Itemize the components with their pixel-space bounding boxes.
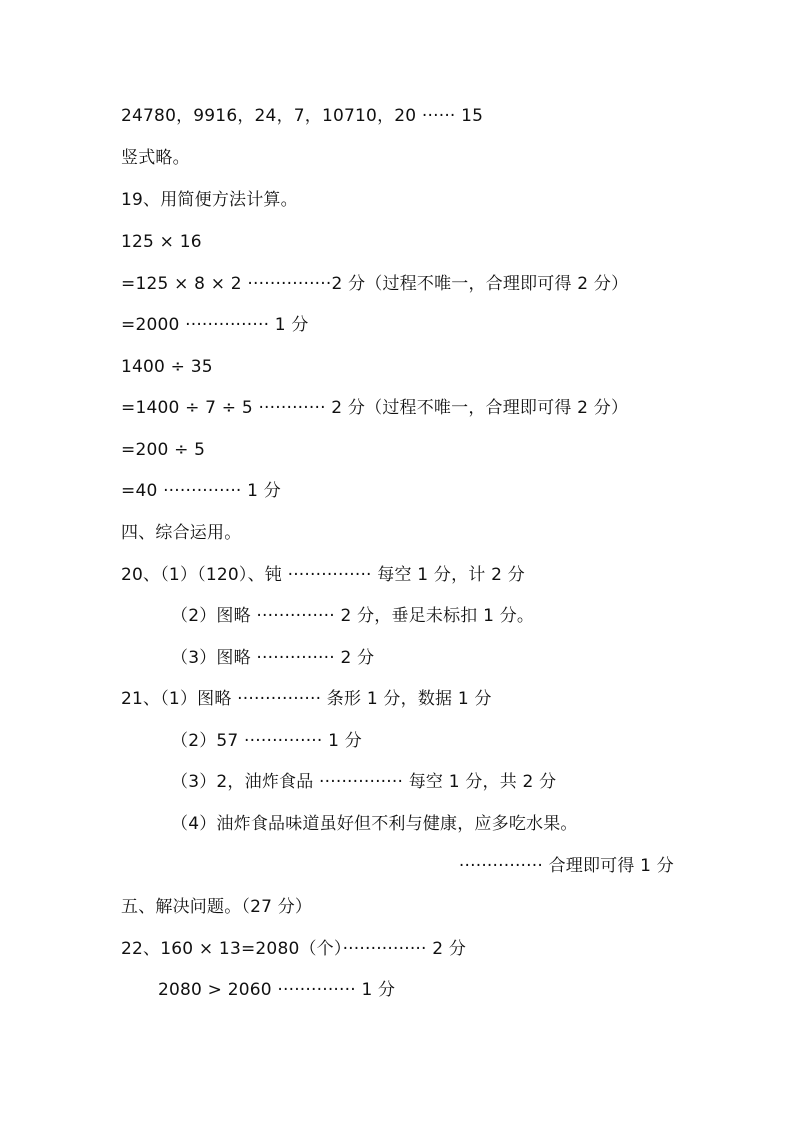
section-4-heading: 四、综合运用。: [121, 523, 242, 543]
section-5-heading: 五、解决问题。（27 分）: [121, 897, 313, 917]
answer-line-vertical-note: 竖式略。: [121, 148, 190, 168]
question-21-part-1: 21、（1）图略 ··············· 条形 1 分，数据 1 分: [121, 689, 492, 709]
question-22-step-2: 2080 > 2060 ·············· 1 分: [158, 980, 396, 1000]
answer-line-18-results: 24780，9916，24，7，10710，20 ······ 15: [121, 106, 484, 126]
calc-1-expression: 125 × 16: [121, 232, 202, 252]
calc-2-step-2: =200 ÷ 5: [121, 440, 206, 460]
question-20-part-2: （2）图略 ·············· 2 分，垂足未标扣 1 分。: [171, 606, 535, 626]
calc-1-result: =2000 ··············· 1 分: [121, 315, 309, 335]
question-21-part-3: （3）2，油炸食品 ··············· 每空 1 分，共 2 分: [171, 772, 557, 792]
calc-1-step-1: =125 × 8 × 2 ···············2 分（过程不唯一，合理即可得 2 分）: [121, 274, 629, 294]
question-21-part-4-score: ··············· 合理即可得 1 分: [458, 856, 674, 876]
question-21-part-2: （2）57 ·············· 1 分: [171, 731, 362, 751]
question-22-step-1: 22、160 × 13=2080（个）··············· 2 分: [121, 939, 467, 959]
calc-2-expression: 1400 ÷ 35: [121, 357, 213, 377]
question-20-part-1: 20、（1）（120）、钝 ··············· 每空 1 分，计 2 分: [121, 565, 525, 585]
question-19-heading: 19、用简便方法计算。: [121, 190, 298, 210]
calc-2-result: =40 ·············· 1 分: [121, 481, 281, 501]
calc-2-step-1: =1400 ÷ 7 ÷ 5 ············ 2 分（过程不唯一，合理即可得 2 分）: [121, 398, 629, 418]
question-21-part-4: （4）油炸食品味道虽好但不利与健康，应多吃水果。: [171, 814, 578, 834]
question-20-part-3: （3）图略 ·············· 2 分: [171, 648, 375, 668]
